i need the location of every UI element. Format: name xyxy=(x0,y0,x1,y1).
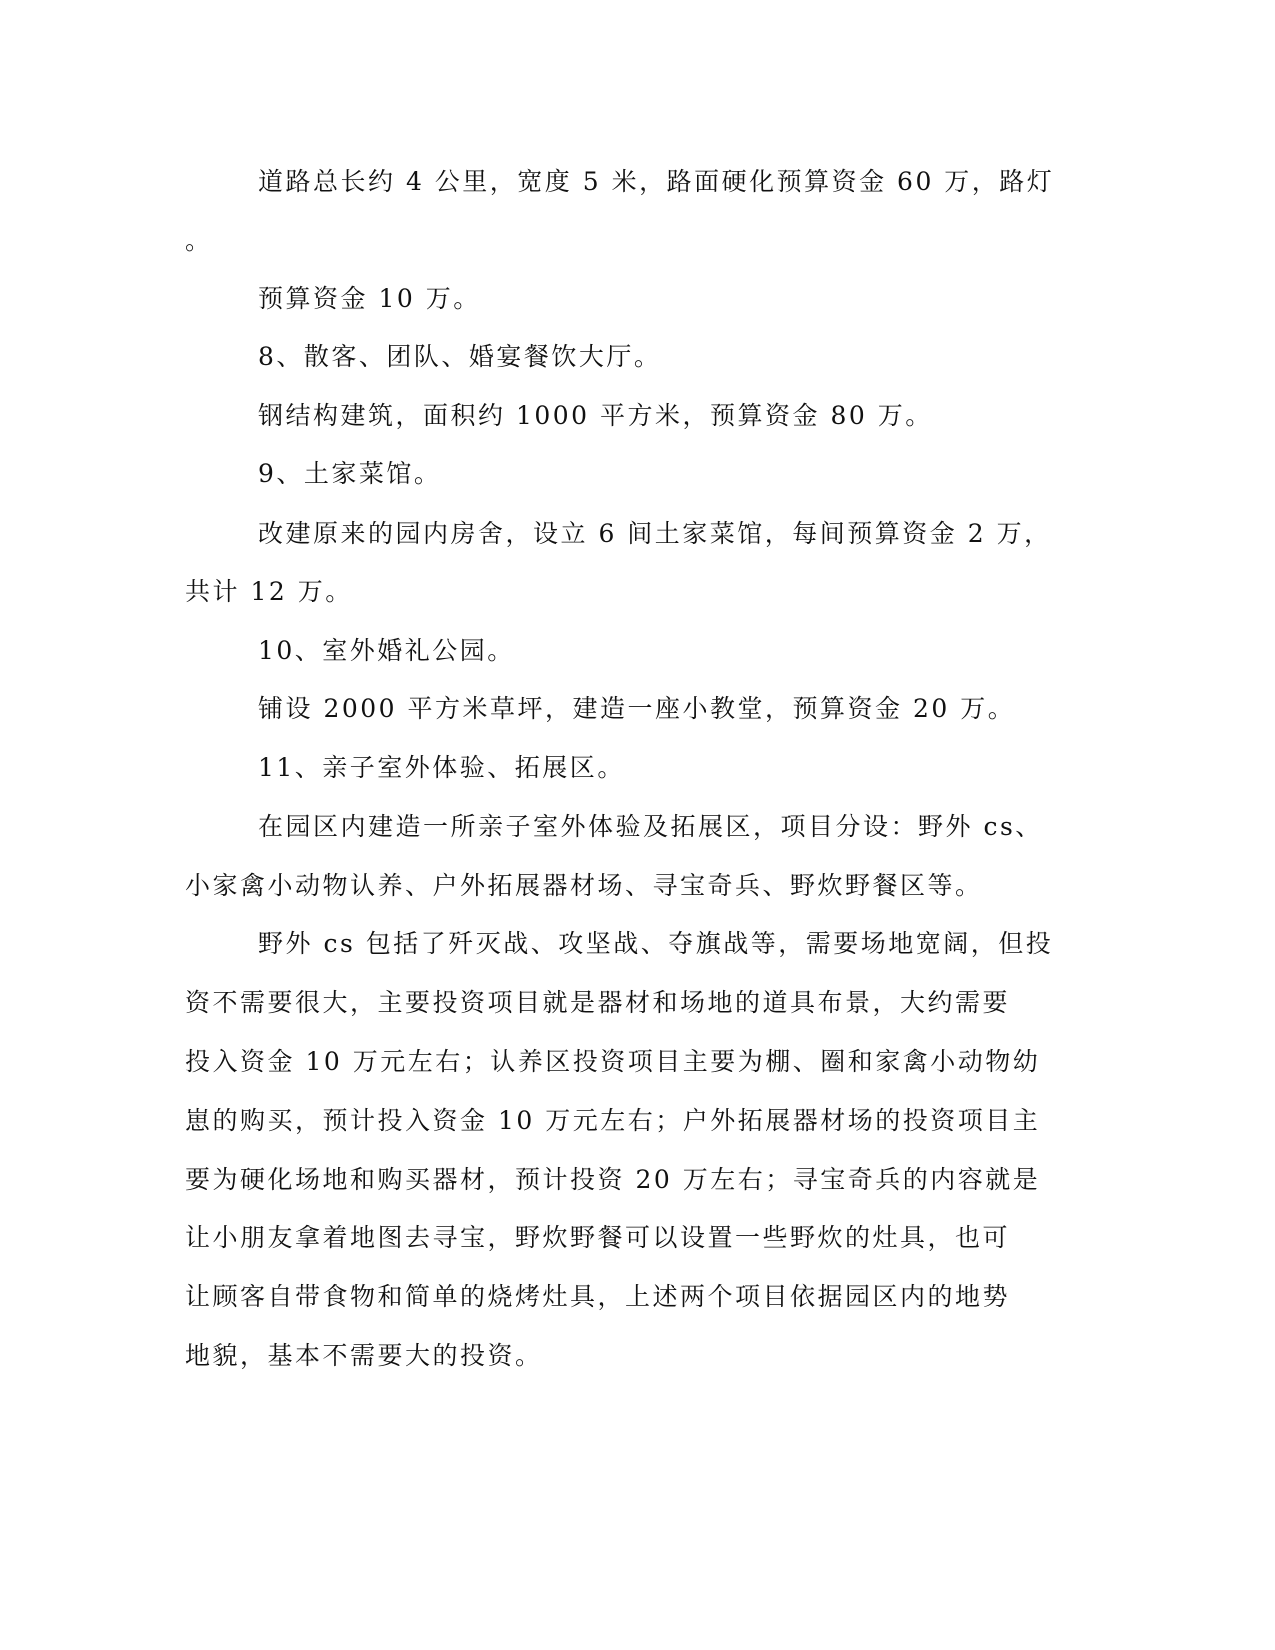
section-heading: 11、亲子室外体验、拓展区。 xyxy=(258,753,625,782)
text-line: 要为硬化场地和购买器材，预计投资 20 万左右；寻宝奇兵的内容就是 xyxy=(185,1165,1041,1194)
text-line: 在园区内建造一所亲子室外体验及拓展区，项目分设：野外 cs、 xyxy=(258,812,1043,841)
text-line: 崽的购买，预计投入资金 10 万元左右；户外拓展器材场的投资项目主 xyxy=(185,1106,1041,1135)
text-line: 改建原来的园内房舍，设立 6 间土家菜馆，每间预算资金 2 万， xyxy=(258,519,1052,548)
text-line: 共计 12 万。 xyxy=(185,577,353,606)
text-line: 资不需要很大，主要投资项目就是器材和场地的道具布景，大约需要 xyxy=(185,988,1011,1017)
text-line: 预算资金 10 万。 xyxy=(258,284,481,313)
text-line: 铺设 2000 平方米草坪，建造一座小教堂，预算资金 20 万。 xyxy=(258,694,1016,723)
text-line: 投入资金 10 万元左右；认养区投资项目主要为棚、圈和家禽小动物幼 xyxy=(185,1047,1041,1076)
text-line: 野外 cs 包括了歼灭战、攻坚战、夺旗战等，需要场地宽阔，但投 xyxy=(258,929,1054,958)
text-line: 让小朋友拿着地图去寻宝，野炊野餐可以设置一些野炊的灶具，也可 xyxy=(185,1223,1011,1252)
text-line: 小家禽小动物认养、户外拓展器材场、寻宝奇兵、野炊野餐区等。 xyxy=(185,871,983,900)
text-line: 让顾客自带食物和简单的烧烤灶具，上述两个项目依据园区内的地势 xyxy=(185,1282,1011,1311)
text-line: 钢结构建筑，面积约 1000 平方米，预算资金 80 万。 xyxy=(258,401,933,430)
section-heading: 9、土家菜馆。 xyxy=(258,459,442,488)
text-line: 道路总长约 4 公里，宽度 5 米，路面硬化预算资金 60 万，路灯 xyxy=(258,167,1055,196)
section-heading: 10、室外婚礼公园。 xyxy=(258,636,515,665)
section-heading: 8、散客、团队、婚宴餐饮大厅。 xyxy=(258,342,662,371)
text-line: 。 xyxy=(185,226,213,255)
text-line: 地貌，基本不需要大的投资。 xyxy=(185,1341,543,1370)
